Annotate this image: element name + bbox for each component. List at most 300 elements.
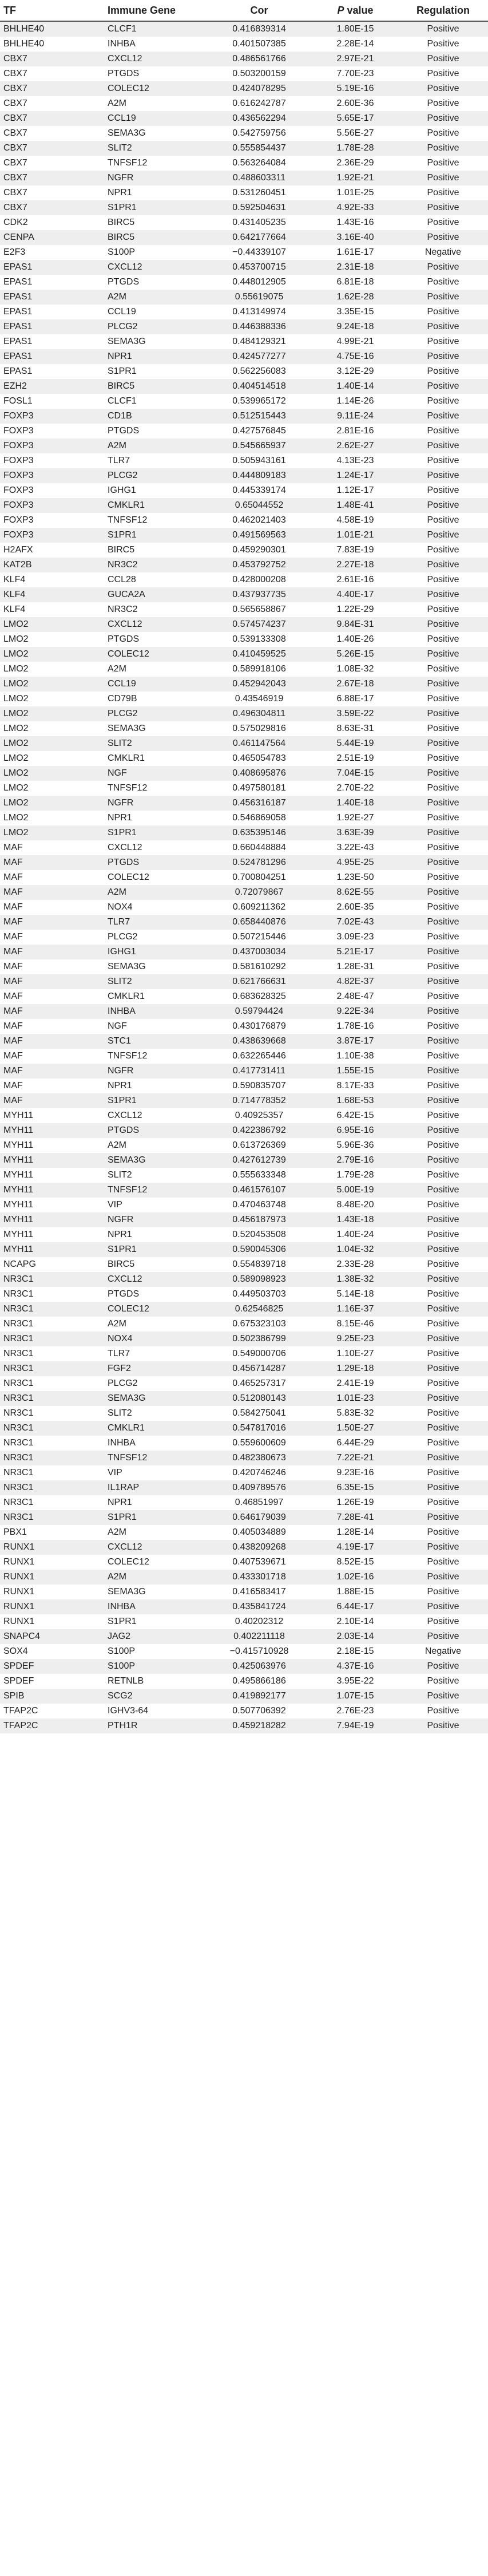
- tf-cell: RUNX1: [0, 1585, 104, 1599]
- p-value-cell: 6.81E-18: [312, 275, 398, 290]
- regulation-cell: Positive: [398, 1689, 488, 1704]
- table-row: [0, 1510, 488, 1525]
- p-value-cell: 9.23E-16: [312, 1465, 398, 1480]
- table-row: [0, 230, 488, 245]
- tf-cell: MYH11: [0, 1153, 104, 1168]
- immune-gene-cell: CXCL12: [104, 1272, 206, 1287]
- regulation-cell: Positive: [398, 900, 488, 915]
- tf-cell: CBX7: [0, 171, 104, 185]
- cor-cell: 0.402211118: [206, 1629, 312, 1644]
- p-value-cell: 3.16E-40: [312, 230, 398, 245]
- cor-cell: 0.438209268: [206, 1540, 312, 1555]
- table-row: [0, 1317, 488, 1332]
- p-value-cell: 1.62E-28: [312, 290, 398, 305]
- cor-cell: 0.456316187: [206, 796, 312, 811]
- cor-cell: 0.405034889: [206, 1525, 312, 1540]
- regulation-cell: Positive: [398, 185, 488, 200]
- tf-cell: CDK2: [0, 215, 104, 230]
- tf-cell: NR3C1: [0, 1391, 104, 1406]
- p-value-cell: 1.79E-28: [312, 1168, 398, 1183]
- regulation-cell: Positive: [398, 81, 488, 96]
- tf-cell: EPAS1: [0, 334, 104, 349]
- tf-cell: SOX4: [0, 1644, 104, 1659]
- p-value-cell: 1.78E-16: [312, 1019, 398, 1034]
- table-row: [0, 1480, 488, 1495]
- p-value-cell: 4.92E-33: [312, 200, 398, 215]
- immune-gene-cell: TNFSF12: [104, 1049, 206, 1064]
- cor-cell: 0.609211362: [206, 900, 312, 915]
- tf-cell: EPAS1: [0, 260, 104, 275]
- table-row: [0, 364, 488, 379]
- table-row: [0, 1436, 488, 1451]
- tf-cell: SPIB: [0, 1689, 104, 1704]
- immune-gene-cell: RETNLB: [104, 1674, 206, 1689]
- p-value-cell: 5.19E-16: [312, 81, 398, 96]
- tf-cell: E2F3: [0, 245, 104, 260]
- table-row: [0, 275, 488, 290]
- immune-gene-cell: IGHG1: [104, 945, 206, 959]
- cor-cell: 0.428000208: [206, 572, 312, 587]
- immune-gene-cell: NR3C2: [104, 602, 206, 617]
- table-row: [0, 796, 488, 811]
- p-value-cell: 2.62E-27: [312, 438, 398, 453]
- p-value-cell: 1.40E-14: [312, 379, 398, 394]
- tf-cell: MAF: [0, 1064, 104, 1078]
- table-row: [0, 1272, 488, 1287]
- table-row: [0, 543, 488, 558]
- p-value-cell: 6.95E-16: [312, 1123, 398, 1138]
- immune-gene-cell: PLCG2: [104, 319, 206, 334]
- regulation-cell: Positive: [398, 334, 488, 349]
- p-value-cell: 6.44E-17: [312, 1599, 398, 1614]
- cor-cell: 0.420746246: [206, 1465, 312, 1480]
- immune-gene-cell: IGHG1: [104, 483, 206, 498]
- immune-gene-cell: INHBA: [104, 1599, 206, 1614]
- regulation-cell: Positive: [398, 677, 488, 692]
- table-row: [0, 1614, 488, 1629]
- immune-gene-cell: TNFSF12: [104, 156, 206, 171]
- cor-cell: 0.65044552: [206, 498, 312, 513]
- p-value-cell: 4.58E-19: [312, 513, 398, 528]
- tf-cell: H2AFX: [0, 543, 104, 558]
- table-row: [0, 1287, 488, 1302]
- cor-cell: 0.43546919: [206, 692, 312, 706]
- cor-cell: 0.589918106: [206, 662, 312, 677]
- regulation-cell: Positive: [398, 736, 488, 751]
- cor-cell: 0.40202312: [206, 1614, 312, 1629]
- table-row: [0, 468, 488, 483]
- regulation-cell: Positive: [398, 1451, 488, 1465]
- regulation-cell: Positive: [398, 617, 488, 632]
- regulation-cell: Positive: [398, 989, 488, 1004]
- p-value-cell: 5.00E-19: [312, 1183, 398, 1198]
- cor-cell: 0.422386792: [206, 1123, 312, 1138]
- p-value-cell: 5.26E-15: [312, 647, 398, 662]
- tf-cell: CBX7: [0, 185, 104, 200]
- cor-cell: 0.59794424: [206, 1004, 312, 1019]
- cor-cell: 0.512515443: [206, 409, 312, 424]
- p-value-cell: 2.79E-16: [312, 1153, 398, 1168]
- regulation-cell: Positive: [398, 528, 488, 543]
- regulation-cell: Positive: [398, 1480, 488, 1495]
- cor-cell: 0.531260451: [206, 185, 312, 200]
- cor-cell: 0.448012905: [206, 275, 312, 290]
- regulation-cell: Positive: [398, 156, 488, 171]
- table-row: [0, 1718, 488, 1733]
- regulation-cell: Positive: [398, 811, 488, 825]
- p-value-cell: 1.50E-27: [312, 1421, 398, 1436]
- p-value-cell: 7.28E-41: [312, 1510, 398, 1525]
- tf-cell: NR3C1: [0, 1451, 104, 1465]
- immune-gene-cell: S1PR1: [104, 364, 206, 379]
- regulation-cell: Positive: [398, 52, 488, 66]
- table-row: [0, 1659, 488, 1674]
- p-value-cell: 1.08E-32: [312, 662, 398, 677]
- immune-gene-cell: NOX4: [104, 900, 206, 915]
- regulation-cell: Positive: [398, 1659, 488, 1674]
- p-value-cell: 1.01E-23: [312, 1391, 398, 1406]
- immune-gene-cell: PTGDS: [104, 275, 206, 290]
- p-value-cell: 2.36E-29: [312, 156, 398, 171]
- regulation-cell: Positive: [398, 781, 488, 796]
- tf-cell: SPDEF: [0, 1674, 104, 1689]
- immune-gene-cell: CLCF1: [104, 394, 206, 409]
- table-row: [0, 558, 488, 572]
- table-body: [0, 21, 488, 1733]
- tf-cell: LMO2: [0, 751, 104, 766]
- cor-cell: 0.424078295: [206, 81, 312, 96]
- regulation-cell: Positive: [398, 1599, 488, 1614]
- p-value-cell: 4.37E-16: [312, 1659, 398, 1674]
- table-row: [0, 1004, 488, 1019]
- immune-gene-cell: TLR7: [104, 1346, 206, 1361]
- table-row: [0, 721, 488, 736]
- regulation-cell: Positive: [398, 37, 488, 52]
- p-value-cell: 1.55E-15: [312, 1064, 398, 1078]
- cor-cell: 0.539965172: [206, 394, 312, 409]
- p-value-cell: 7.83E-19: [312, 543, 398, 558]
- cor-cell: 0.453700715: [206, 260, 312, 275]
- regulation-cell: Positive: [398, 171, 488, 185]
- table-row: [0, 1555, 488, 1570]
- tf-cell: NR3C1: [0, 1332, 104, 1346]
- immune-gene-cell: CCL19: [104, 305, 206, 319]
- tf-cell: LMO2: [0, 825, 104, 840]
- regulation-cell: Positive: [398, 1078, 488, 1093]
- regulation-cell: Positive: [398, 1525, 488, 1540]
- immune-gene-cell: CXCL12: [104, 1108, 206, 1123]
- tf-cell: NR3C1: [0, 1361, 104, 1376]
- tf-cell: SNAPC4: [0, 1629, 104, 1644]
- tf-cell: CBX7: [0, 200, 104, 215]
- tf-cell: MYH11: [0, 1242, 104, 1257]
- tf-cell: NR3C1: [0, 1317, 104, 1332]
- immune-gene-cell: CCL19: [104, 677, 206, 692]
- tf-cell: TFAP2C: [0, 1718, 104, 1733]
- table-row: [0, 141, 488, 156]
- cor-cell: 0.424577277: [206, 349, 312, 364]
- tf-cell: LMO2: [0, 736, 104, 751]
- regulation-cell: Positive: [398, 1153, 488, 1168]
- regulation-cell: Positive: [398, 1049, 488, 1064]
- p-value-cell: 6.44E-29: [312, 1436, 398, 1451]
- regulation-cell: Positive: [398, 438, 488, 453]
- tf-cell: FOXP3: [0, 424, 104, 438]
- regulation-cell: Positive: [398, 424, 488, 438]
- cor-cell: 0.497580181: [206, 781, 312, 796]
- cor-cell: 0.547817016: [206, 1421, 312, 1436]
- regulation-cell: Positive: [398, 706, 488, 721]
- immune-gene-cell: CD79B: [104, 692, 206, 706]
- regulation-cell: Positive: [398, 1138, 488, 1153]
- immune-gene-cell: NGFR: [104, 1212, 206, 1227]
- p-value-cell: 3.63E-39: [312, 825, 398, 840]
- p-value-cell: 4.75E-16: [312, 349, 398, 364]
- immune-gene-cell: SLIT2: [104, 974, 206, 989]
- table-row: [0, 989, 488, 1004]
- immune-gene-cell: S1PR1: [104, 1093, 206, 1108]
- tf-cell: FOXP3: [0, 513, 104, 528]
- p-value-cell: 5.21E-17: [312, 945, 398, 959]
- p-value-cell: 1.10E-38: [312, 1049, 398, 1064]
- cor-cell: 0.416839314: [206, 21, 312, 37]
- tf-cell: MAF: [0, 989, 104, 1004]
- cor-cell: 0.433301718: [206, 1570, 312, 1585]
- table-row: [0, 37, 488, 52]
- cor-cell: 0.419892177: [206, 1689, 312, 1704]
- cor-cell: 0.675323103: [206, 1317, 312, 1332]
- cor-cell: 0.453792752: [206, 558, 312, 572]
- table-row: [0, 915, 488, 930]
- regulation-cell: Positive: [398, 364, 488, 379]
- table-row: [0, 692, 488, 706]
- cor-cell: 0.488603311: [206, 171, 312, 185]
- tf-cell: MYH11: [0, 1168, 104, 1183]
- immune-gene-cell: PTGDS: [104, 66, 206, 81]
- regulation-cell: Positive: [398, 1391, 488, 1406]
- table-row: [0, 1049, 488, 1064]
- immune-gene-cell: JAG2: [104, 1629, 206, 1644]
- immune-gene-cell: CXCL12: [104, 260, 206, 275]
- p-value-cell: 2.28E-14: [312, 37, 398, 52]
- immune-gene-cell: NGFR: [104, 796, 206, 811]
- tf-cell: MYH11: [0, 1138, 104, 1153]
- cor-cell: 0.575029816: [206, 721, 312, 736]
- table-row: [0, 647, 488, 662]
- p-value-cell: 5.56E-27: [312, 126, 398, 141]
- immune-gene-cell: NR3C2: [104, 558, 206, 572]
- p-value-cell: 1.68E-53: [312, 1093, 398, 1108]
- immune-gene-cell: PLCG2: [104, 930, 206, 945]
- tf-cell: MAF: [0, 974, 104, 989]
- table-row: [0, 572, 488, 587]
- immune-gene-cell: CMKLR1: [104, 989, 206, 1004]
- tf-cell: PBX1: [0, 1525, 104, 1540]
- table-row: [0, 215, 488, 230]
- table-row: [0, 52, 488, 66]
- immune-gene-cell: A2M: [104, 1525, 206, 1540]
- cor-cell: 0.407539671: [206, 1555, 312, 1570]
- table-row: [0, 1138, 488, 1153]
- tf-cell: LMO2: [0, 647, 104, 662]
- cor-cell: 0.546869058: [206, 811, 312, 825]
- table-row: [0, 825, 488, 840]
- p-value-cell: 2.41E-19: [312, 1376, 398, 1391]
- immune-gene-cell: A2M: [104, 1138, 206, 1153]
- cor-cell: 0.55619075: [206, 290, 312, 305]
- p-value-cell: 1.80E-15: [312, 21, 398, 37]
- table-row: [0, 1361, 488, 1376]
- p-value-cell: 9.11E-24: [312, 409, 398, 424]
- regulation-cell: Positive: [398, 959, 488, 974]
- immune-gene-cell: PTGDS: [104, 632, 206, 647]
- immune-gene-cell: PLCG2: [104, 468, 206, 483]
- table-row: [0, 1227, 488, 1242]
- table-row: [0, 885, 488, 900]
- regulation-cell: Positive: [398, 1361, 488, 1376]
- regulation-cell: Positive: [398, 915, 488, 930]
- table-row: [0, 334, 488, 349]
- table-row: [0, 409, 488, 424]
- cor-cell: 0.491569563: [206, 528, 312, 543]
- tf-cell: CBX7: [0, 141, 104, 156]
- immune-gene-cell: PTH1R: [104, 1718, 206, 1733]
- cor-cell: 0.46851997: [206, 1495, 312, 1510]
- cor-cell: 0.646179039: [206, 1510, 312, 1525]
- tf-cell: CBX7: [0, 81, 104, 96]
- cor-cell: 0.410459525: [206, 647, 312, 662]
- p-value-cell: 1.92E-27: [312, 811, 398, 825]
- table-row: [0, 632, 488, 647]
- immune-gene-cell: CD1B: [104, 409, 206, 424]
- cor-cell: 0.683628325: [206, 989, 312, 1004]
- table-row: [0, 81, 488, 96]
- regulation-cell: Positive: [398, 1718, 488, 1733]
- cor-cell: 0.542759756: [206, 126, 312, 141]
- tf-cell: NR3C1: [0, 1406, 104, 1421]
- tf-cell: FOXP3: [0, 468, 104, 483]
- tf-cell: NR3C1: [0, 1346, 104, 1361]
- regulation-cell: Positive: [398, 751, 488, 766]
- immune-gene-cell: COLEC12: [104, 870, 206, 885]
- tf-cell: MYH11: [0, 1212, 104, 1227]
- table-row: [0, 706, 488, 721]
- cor-cell: 0.72079867: [206, 885, 312, 900]
- cor-cell: 0.409789576: [206, 1480, 312, 1495]
- cor-cell: 0.482380673: [206, 1451, 312, 1465]
- tf-cell: LMO2: [0, 662, 104, 677]
- tf-cell: MAF: [0, 915, 104, 930]
- cor-cell: 0.456714287: [206, 1361, 312, 1376]
- tf-cell: NR3C1: [0, 1376, 104, 1391]
- p-value-cell: 8.48E-20: [312, 1198, 398, 1212]
- cor-cell: 0.505943161: [206, 453, 312, 468]
- regulation-cell: Positive: [398, 692, 488, 706]
- regulation-cell: Positive: [398, 855, 488, 870]
- p-value-cell: 1.29E-18: [312, 1361, 398, 1376]
- p-value-cell: 1.28E-14: [312, 1525, 398, 1540]
- tf-cell: EPAS1: [0, 364, 104, 379]
- cor-cell: 0.507706392: [206, 1704, 312, 1718]
- p-value-cell: 2.48E-47: [312, 989, 398, 1004]
- immune-gene-cell: INHBA: [104, 37, 206, 52]
- cor-cell: 0.574574237: [206, 617, 312, 632]
- p-value-cell: 1.22E-29: [312, 602, 398, 617]
- regulation-cell: Positive: [398, 1019, 488, 1034]
- tf-cell: MAF: [0, 1093, 104, 1108]
- immune-gene-cell: NPR1: [104, 185, 206, 200]
- tf-cell: TFAP2C: [0, 1704, 104, 1718]
- regulation-cell: Positive: [398, 930, 488, 945]
- regulation-cell: Positive: [398, 1570, 488, 1585]
- immune-gene-cell: CLCF1: [104, 21, 206, 37]
- tf-cell: LMO2: [0, 811, 104, 825]
- p-value-cell: 2.60E-36: [312, 96, 398, 111]
- tf-cell: MAF: [0, 1019, 104, 1034]
- p-value-cell: 9.24E-18: [312, 319, 398, 334]
- immune-gene-cell: IL1RAP: [104, 1480, 206, 1495]
- regulation-cell: Positive: [398, 21, 488, 37]
- regulation-cell: Positive: [398, 1093, 488, 1108]
- immune-gene-cell: S1PR1: [104, 1510, 206, 1525]
- table-row: [0, 290, 488, 305]
- p-value-cell: 3.22E-43: [312, 840, 398, 855]
- immune-gene-cell: TNFSF12: [104, 513, 206, 528]
- tf-cell: LMO2: [0, 721, 104, 736]
- immune-gene-cell: TLR7: [104, 915, 206, 930]
- regulation-cell: Positive: [398, 1495, 488, 1510]
- immune-gene-cell: IGHV3-64: [104, 1704, 206, 1718]
- regulation-cell: Positive: [398, 1272, 488, 1287]
- table-row: [0, 1064, 488, 1078]
- p-value-cell: 1.07E-15: [312, 1689, 398, 1704]
- cor-cell: 0.524781296: [206, 855, 312, 870]
- p-value-cell: 3.87E-17: [312, 1034, 398, 1049]
- p-value-cell: 2.10E-14: [312, 1614, 398, 1629]
- table-row: [0, 1302, 488, 1317]
- immune-gene-cell: SEMA3G: [104, 959, 206, 974]
- p-value-cell: 1.10E-27: [312, 1346, 398, 1361]
- cor-cell: 0.459290301: [206, 543, 312, 558]
- p-value-cell: 1.92E-21: [312, 171, 398, 185]
- cor-cell: −0.415710928: [206, 1644, 312, 1659]
- tf-cell: NCAPG: [0, 1257, 104, 1272]
- regulation-cell: Positive: [398, 1257, 488, 1272]
- cor-cell: 0.445339174: [206, 483, 312, 498]
- regulation-cell: Positive: [398, 766, 488, 781]
- table-row: [0, 1465, 488, 1480]
- tf-cell: EPAS1: [0, 275, 104, 290]
- regulation-cell: Positive: [398, 290, 488, 305]
- table-row: [0, 900, 488, 915]
- p-value-cell: 2.97E-21: [312, 52, 398, 66]
- immune-gene-cell: STC1: [104, 1034, 206, 1049]
- cor-cell: 0.427576845: [206, 424, 312, 438]
- cor-cell: 0.555854437: [206, 141, 312, 156]
- tf-cell: RUNX1: [0, 1614, 104, 1629]
- cor-cell: 0.590045306: [206, 1242, 312, 1257]
- p-value-cell: 6.42E-15: [312, 1108, 398, 1123]
- cor-cell: 0.565658867: [206, 602, 312, 617]
- regulation-cell: Positive: [398, 126, 488, 141]
- table-row: [0, 1599, 488, 1614]
- cor-cell: 0.660448884: [206, 840, 312, 855]
- immune-gene-cell: NPR1: [104, 1495, 206, 1510]
- p-value-cell: 8.62E-55: [312, 885, 398, 900]
- p-value-cell: 1.61E-17: [312, 245, 398, 260]
- p-value-cell: 5.96E-36: [312, 1138, 398, 1153]
- table-row: [0, 1346, 488, 1361]
